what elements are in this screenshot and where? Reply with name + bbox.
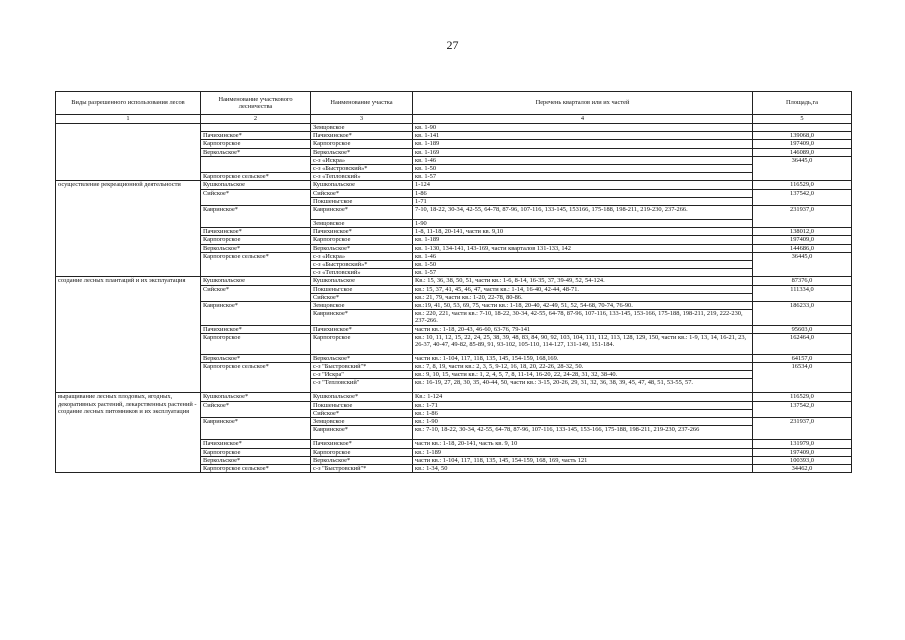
forestry-cell: Кушкопальское <box>201 181 311 189</box>
forestry-cell: Кавринское* <box>201 418 311 440</box>
area-cell: 197409,0 <box>753 448 852 456</box>
forestry-cell: Сийское* <box>201 285 311 301</box>
area-cell: 87376,0 <box>753 277 852 285</box>
col-number: 4 <box>413 115 753 124</box>
forestry-cell <box>201 124 311 132</box>
header-use-type: Виды разрешенного использования лесов <box>56 92 201 115</box>
quarters-cell: 1-71 <box>413 197 753 205</box>
col-number: 1 <box>56 115 201 124</box>
quarters-cell: кв.: 1-71 <box>413 401 753 409</box>
plot-cell: Кавринское* <box>311 310 413 325</box>
quarters-cell: кв. 1-189 <box>413 236 753 244</box>
plot-cell: Сийское* <box>311 189 413 197</box>
area-cell: 64157,0 <box>753 354 852 362</box>
quarters-cell: кв.: 9, 10, 15, части кв.: 1, 2, 4, 5, 7, 8, 11-14, 16-20, 22, 24-28, 31, 32, 38-40. <box>413 371 753 379</box>
area-cell: 34462,0 <box>753 464 852 472</box>
forestry-cell: Кавринское* <box>201 206 311 228</box>
header-forestry: Наименование участкового лесничества <box>201 92 311 115</box>
quarters-cell: кв.: 10, 11, 12, 15, 22, 24, 25, 38, 39, 48, 83, 84, 90, 92, 103, 104, 111, 112, 113, 128, 129, 150, части кв.: 1-9, 13, 14, 16-21, 23, 26-37, 40-47, 49-82, 85-89, 91, 93-102, 105-110, 114-127, 131-149, 151-184. <box>413 333 753 354</box>
plot-cell: с-з «Искра» <box>311 156 413 164</box>
area-cell: 111334,0 <box>753 285 852 301</box>
forestry-cell: Пачихинское* <box>201 228 311 236</box>
page-number: 27 <box>446 38 459 52</box>
forestry-cell: Карпогорское сельское* <box>201 363 311 393</box>
forestry-cell: Карпогорское <box>201 448 311 456</box>
forestry-cell: Карпогорское <box>201 333 311 354</box>
plot-cell: Веркольское* <box>311 354 413 362</box>
plot-cell: Кушкопальское <box>311 277 413 285</box>
area-cell: 197409,0 <box>753 140 852 148</box>
header-row <box>56 92 852 115</box>
area-cell: 95603,0 <box>753 325 852 333</box>
area-cell: 131979,0 <box>753 440 852 448</box>
quarters-cell: кв.: 1-189 <box>413 448 753 456</box>
forestry-cell: Веркольское* <box>201 456 311 464</box>
area-cell: 16534,0 <box>753 363 852 393</box>
col-number: 5 <box>753 115 852 124</box>
plot-cell: Покшеньгское <box>311 285 413 293</box>
area-cell <box>753 124 852 132</box>
quarters-cell: кв. 1-169 <box>413 148 753 156</box>
quarters-cell: кв. 1-46 <box>413 156 753 164</box>
area-cell: 162464,0 <box>753 333 852 354</box>
plot-cell: Карпогорское <box>311 333 413 354</box>
plot-cell: Земцовское <box>311 302 413 310</box>
plot-cell: с-з «Тепловский» <box>311 269 413 277</box>
table-row <box>56 181 852 189</box>
quarters-cell: кв. 1-141 <box>413 132 753 140</box>
plot-cell: Сийское* <box>311 409 413 417</box>
quarters-cell: Кв.: 1-124 <box>413 393 753 401</box>
use-type-cell: выращивание лесных плодовых, ягодных, декоративных растений, лекарственных растений - создание лесных питомников и их эксплуатация <box>56 393 201 473</box>
forestry-cell: Кушкопальское* <box>201 393 311 401</box>
area-cell: 197409,0 <box>753 236 852 244</box>
forestry-cell: Веркольское* <box>201 354 311 362</box>
plot-cell: Земцовское <box>311 418 413 426</box>
quarters-cell: кв.: 21, 79, части кв.: 1-20, 22-78, 80-86. <box>413 293 753 301</box>
quarters-cell: кв.:19, 41, 50, 53, 69, 75, части кв.: 1-18, 20-40, 42-49, 51, 52, 54-68, 70-74, 76-90. <box>413 302 753 310</box>
header-area: Площадь,га <box>753 92 852 115</box>
plot-cell: Карпогорское <box>311 448 413 456</box>
plot-cell: Покшеньгское <box>311 401 413 409</box>
forestry-cell: Карпогорское сельское* <box>201 173 311 181</box>
quarters-cell: части кв.: 1-18, 20-141, часть кв. 9, 10 <box>413 440 753 448</box>
plot-cell: Пачихинское* <box>311 325 413 333</box>
area-cell: 36445,0 <box>753 252 852 277</box>
quarters-cell: кв.: 16-19, 27, 28, 30, 35, 40-44, 50, части кв.: 3-15, 20-26, 29, 31, 32, 36, 38, 39, 45, 47, 48, 51, 53-55, 57. <box>413 379 753 393</box>
quarters-cell: Кв.: 15, 36, 38, 50, 51, части кв.: 1-6, 8-14, 16-35, 37, 39-49, 52, 54-124. <box>413 277 753 285</box>
quarters-cell: кв. 1-57 <box>413 173 753 181</box>
plot-cell: Пачихинское* <box>311 440 413 448</box>
plot-cell: Карпогорское <box>311 140 413 148</box>
quarters-cell: 1-86 <box>413 189 753 197</box>
forestry-cell: Пачихинское* <box>201 440 311 448</box>
use-type-cell: осуществление рекреационной деятельности <box>56 181 201 277</box>
use-type-cell <box>56 124 201 181</box>
plot-cell: Кушкопальское* <box>311 393 413 401</box>
table-row <box>56 124 852 132</box>
plot-cell: Веркольское* <box>311 456 413 464</box>
forestry-cell: Карпогорское <box>201 140 311 148</box>
col-number: 2 <box>201 115 311 124</box>
plot-cell: Земцовское <box>311 124 413 132</box>
quarters-cell: кв.: 1-90 <box>413 418 753 426</box>
quarters-cell: кв. 1-50 <box>413 261 753 269</box>
plot-cell: Земцовское <box>311 220 413 228</box>
area-cell: 137542,0 <box>753 401 852 417</box>
area-cell: 137542,0 <box>753 189 852 205</box>
quarters-cell: кв.: 7, 8, 19, части кв.: 2, 3, 5, 9-12, 16, 18, 20, 22-26, 28-32, 50. <box>413 363 753 371</box>
table-row <box>56 277 852 285</box>
plot-cell: с-з "Быстровский"* <box>311 363 413 371</box>
forestry-cell: Карпогорское сельское* <box>201 252 311 277</box>
plot-cell: Покшеньгское <box>311 197 413 205</box>
area-cell: 116529,0 <box>753 393 852 401</box>
quarters-cell: кв. 1-57 <box>413 269 753 277</box>
quarters-cell: кв. 1-50 <box>413 165 753 173</box>
column-number-row <box>56 115 852 124</box>
plot-cell: Карпогорское <box>311 236 413 244</box>
quarters-cell: кв. 1-130, 134-141, 143-169, части кварталов 131-133, 142 <box>413 244 753 252</box>
area-cell: 146089,0 <box>753 148 852 156</box>
col-number: 3 <box>311 115 413 124</box>
plot-cell: Кавринское* <box>311 426 413 440</box>
plot-cell: Сийское* <box>311 293 413 301</box>
forestry-cell: Карпогорское сельское* <box>201 464 311 472</box>
forestry-cell: Карпогорское <box>201 236 311 244</box>
forestry-cell: Сийское* <box>201 189 311 205</box>
area-cell: 100393,0 <box>753 456 852 464</box>
forestry-cell: Пачихинское* <box>201 132 311 140</box>
forestry-cell: Пачихинское* <box>201 325 311 333</box>
plot-cell: с-з «Быстровский»* <box>311 165 413 173</box>
area-cell: 36445,0 <box>753 156 852 181</box>
quarters-cell: 1-90 <box>413 220 753 228</box>
table-row <box>56 393 852 401</box>
forestry-cell: Кушкопальское <box>201 277 311 285</box>
plot-cell: с-з «Тепловский» <box>311 173 413 181</box>
quarters-cell: 1-124 <box>413 181 753 189</box>
plot-cell: Веркольское* <box>311 244 413 252</box>
quarters-cell: кв.: 7-10, 18-22, 30-34, 42-55, 64-78, 87-96, 107-116, 133-145, 153-166, 175-188, 198-211, 219-230, 237-266 <box>413 426 753 440</box>
plot-cell: Пачихинское* <box>311 228 413 236</box>
plot-cell: с-з «Быстровский»* <box>311 261 413 269</box>
plot-cell: с-з "Искра" <box>311 371 413 379</box>
quarters-cell: части кв.: 1-18, 20-43, 46-60, 63-76, 79-141 <box>413 325 753 333</box>
header-quarters: Перечень кварталов или их частей <box>413 92 753 115</box>
plot-cell: Веркольское* <box>311 148 413 156</box>
use-type-cell: создание лесных плантаций и их эксплуатация <box>56 277 201 393</box>
header-plot: Наименование участка <box>311 92 413 115</box>
quarters-cell: 7-10, 18-22, 30-34, 42-55, 64-78, 87-96, 107-116, 133-145, 153166, 175-188, 198-211, 219-230, 237-266. <box>413 206 753 220</box>
forest-use-table <box>55 91 852 473</box>
plot-cell: с-з «Искра» <box>311 252 413 260</box>
quarters-cell: кв. 1-90 <box>413 124 753 132</box>
quarters-cell: кв.: 1-34, 50 <box>413 464 753 472</box>
plot-cell: Кавринское* <box>311 206 413 220</box>
area-cell: 186233,0 <box>753 302 852 326</box>
quarters-cell: части кв.: 1-104, 117, 118, 135, 145, 154-159, 168,169. <box>413 354 753 362</box>
plot-cell: с-з "Тепловский" <box>311 379 413 393</box>
area-cell: 231937,0 <box>753 418 852 440</box>
area-cell: 231937,0 <box>753 206 852 228</box>
forestry-cell: Веркольское* <box>201 148 311 156</box>
plot-cell: Пачихинское* <box>311 132 413 140</box>
quarters-cell: части кв.: 1-104, 117, 118, 135, 145, 154-159, 168, 169, часть 121 <box>413 456 753 464</box>
area-cell: 116529,0 <box>753 181 852 189</box>
quarters-cell: кв.: 1-86 <box>413 409 753 417</box>
table-body <box>56 124 852 473</box>
forestry-cell: Веркольское* <box>201 244 311 252</box>
quarters-cell: кв. 1-46 <box>413 252 753 260</box>
plot-cell: Кушкопальское <box>311 181 413 189</box>
area-cell: 139068,0 <box>753 132 852 140</box>
forestry-cell: Сийское* <box>201 401 311 417</box>
area-cell: 138012,0 <box>753 228 852 236</box>
quarters-cell: 1-8, 11-18, 20-141, части кв. 9,10 <box>413 228 753 236</box>
quarters-cell: кв. 1-189 <box>413 140 753 148</box>
plot-cell: с-з "Быстровский"* <box>311 464 413 472</box>
forestry-cell: Кавринское* <box>201 302 311 326</box>
quarters-cell: кв.: 15, 37, 41, 45, 46, 47, части кв.: 1-14, 16-40, 42-44, 48-71. <box>413 285 753 293</box>
quarters-cell: кв.: 220, 221, части кв.: 7-10, 18-22, 30-34, 42-55, 64-78, 87-96, 107-116, 133-145, 153-166, 175-188, 198-211, 219, 222-230, 237-266. <box>413 310 753 325</box>
area-cell: 144686,0 <box>753 244 852 252</box>
forestry-cell <box>201 156 311 172</box>
